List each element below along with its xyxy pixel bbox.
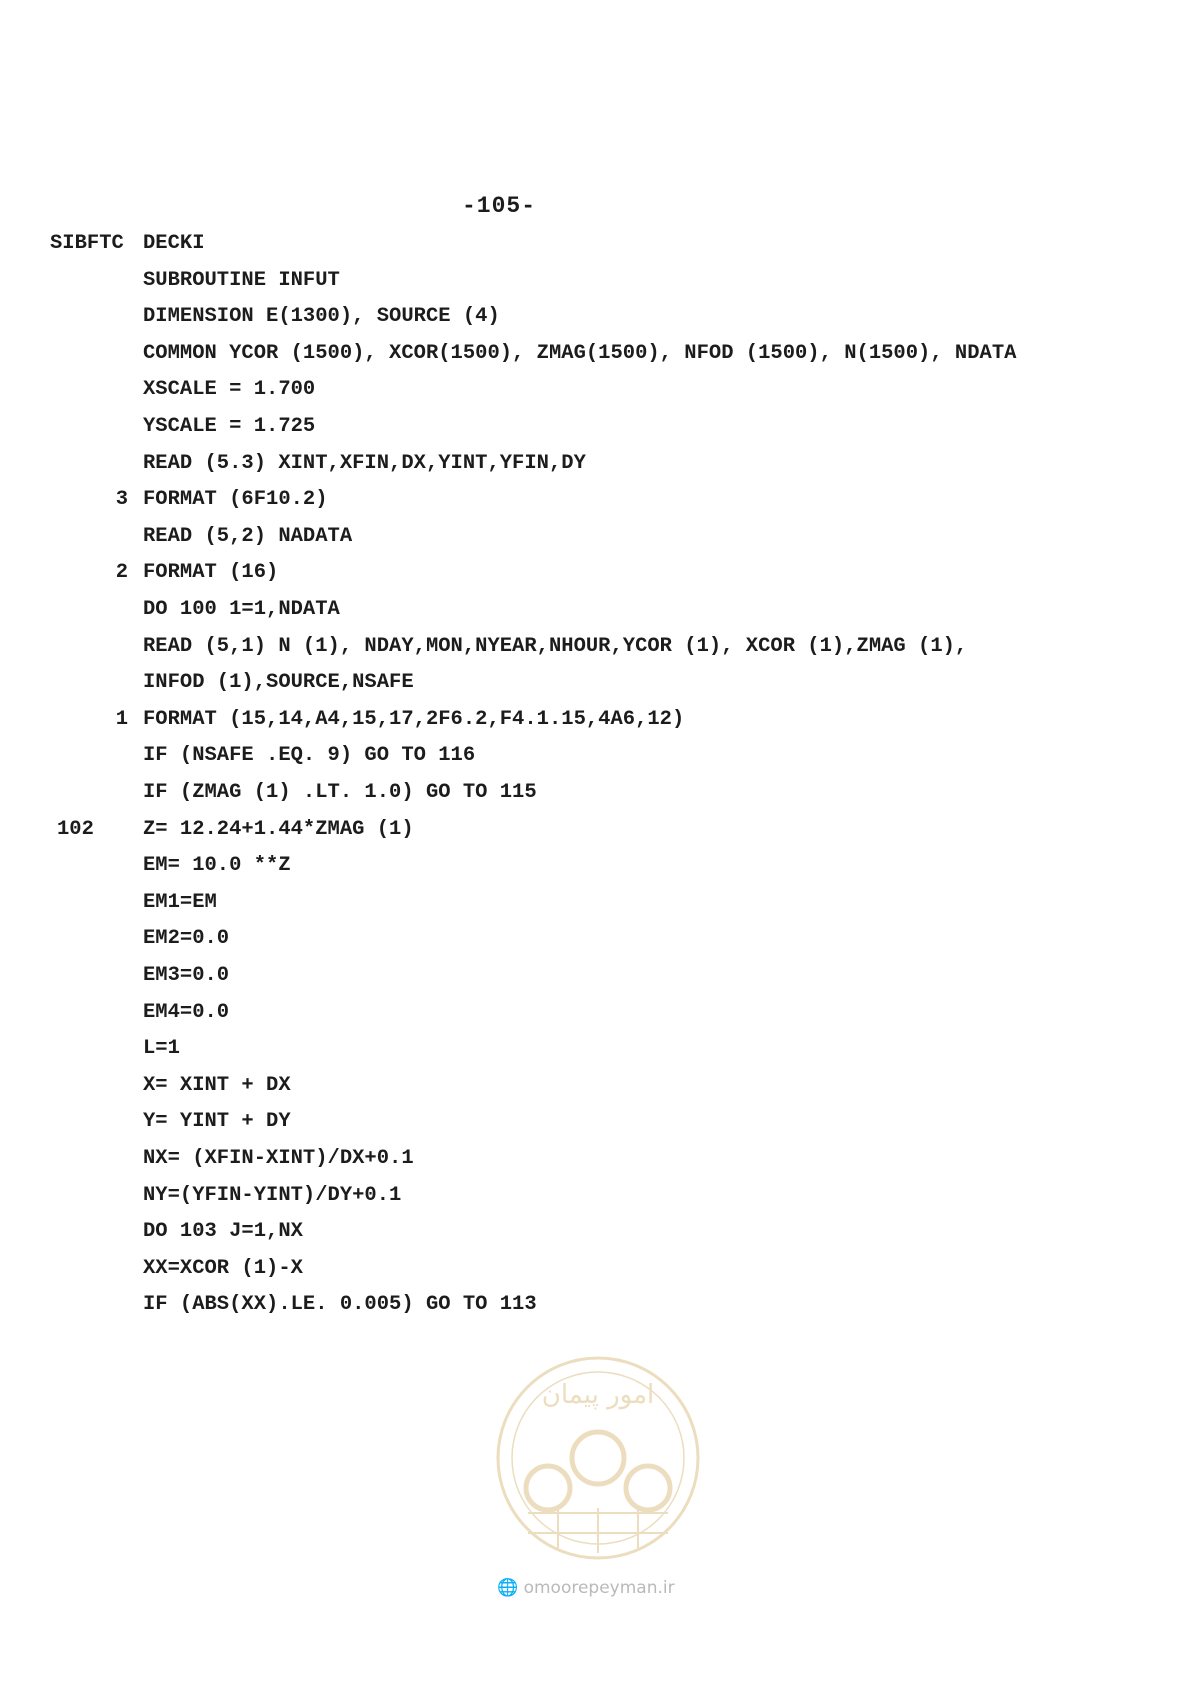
statement-text: L=1 — [143, 1037, 180, 1061]
statement-text: X= XINT + DX — [143, 1073, 291, 1097]
watermark-site-text: omoorepeyman.ir — [523, 1578, 675, 1598]
statement-text: NY=(YFIN-YINT)/DY+0.1 — [143, 1183, 402, 1207]
statement-text: SUBROUTINE INFUT — [143, 268, 340, 292]
code-line — [0, 556, 1150, 590]
statement-text: YSCALE = 1.725 — [143, 415, 316, 438]
code-line — [0, 1032, 1150, 1066]
code-line — [0, 1105, 1150, 1139]
code-line — [0, 1179, 1150, 1213]
code-line — [0, 593, 1150, 627]
code-line — [0, 300, 1150, 334]
statement-text: DECKI — [143, 232, 205, 255]
statement-label: SIBFTC — [50, 232, 124, 255]
statement-text: NX= (XFIN-XINT)/DX+0.1 — [143, 1147, 414, 1170]
statement-label: 3 — [115, 488, 128, 512]
statement-label: 2 — [115, 561, 128, 585]
watermark-logo — [488, 1348, 708, 1568]
statement-text: Z= 12.24+1.44*ZMAG (1) — [143, 817, 414, 841]
statement-text: READ (5,1) N (1), NDAY,MON,NYEAR,NHOUR,YCOR (1), XCOR (1),ZMAG (1), — [143, 634, 968, 658]
code-line — [0, 739, 1150, 773]
statement-text: EM1=EM — [143, 890, 217, 914]
code-line — [0, 1252, 1150, 1286]
code-line — [0, 447, 1150, 481]
statement-text: COMMON YCOR (1500), XCOR(1500), ZMAG(1500), NFOD (1500), N(1500), NDATA — [143, 341, 1017, 365]
statement-text: FORMAT (15,14,A4,15,17,2F6.2,F4.1.15,4A6,12) — [143, 707, 685, 731]
code-line — [0, 630, 1150, 664]
statement-text: IF (NSAFE .EQ. 9) GO TO 116 — [143, 744, 476, 768]
statement-text: FORMAT (6F10.2) — [143, 488, 328, 512]
code-line — [0, 849, 1150, 883]
code-line — [0, 1288, 1150, 1322]
code-line — [0, 959, 1150, 993]
statement-text: INFOD (1),SOURCE,NSAFE — [143, 671, 414, 695]
code-line — [0, 410, 1150, 444]
statement-text: DIMENSION E(1300), SOURCE (4) — [143, 305, 500, 329]
statement-text: EM3=0.0 — [143, 964, 230, 987]
statement-text: XSCALE = 1.700 — [143, 378, 316, 402]
statement-text: EM2=0.0 — [143, 927, 230, 951]
watermark-site — [497, 1578, 675, 1598]
code-line — [0, 922, 1150, 956]
statement-text: Y= YINT + DY — [143, 1110, 291, 1134]
code-line — [0, 776, 1150, 810]
code-line — [0, 1142, 1150, 1176]
code-line — [0, 337, 1150, 371]
code-line — [0, 703, 1150, 737]
globe-icon: 🌐 — [497, 1578, 519, 1598]
statement-text: READ (5.3) XINT,XFIN,DX,YINT,YFIN,DY — [143, 451, 586, 475]
statement-label: 102 — [57, 817, 94, 841]
statement-text: XX=XCOR (1)-X — [143, 1256, 303, 1280]
code-line — [0, 264, 1150, 298]
statement-label: 1 — [115, 707, 128, 731]
code-line — [0, 666, 1150, 700]
code-line — [0, 886, 1150, 920]
statement-text: EM4=0.0 — [143, 1000, 230, 1024]
statement-text: READ (5,2) NADATA — [143, 524, 353, 548]
code-line — [0, 373, 1150, 407]
statement-text: IF (ZMAG (1) .LT. 1.0) GO TO 115 — [143, 781, 537, 804]
code-line — [0, 520, 1150, 554]
code-line — [0, 227, 1150, 261]
statement-text: DO 103 J=1,NX — [143, 1220, 303, 1244]
code-line — [0, 813, 1150, 847]
statement-text: IF (ABS(XX).LE. 0.005) GO TO 113 — [143, 1293, 537, 1317]
code-line — [0, 1215, 1150, 1249]
page-number: -105- — [462, 193, 537, 219]
statement-text: FORMAT (16) — [143, 561, 279, 585]
statement-text: EM= 10.0 **Z — [143, 854, 291, 878]
code-line — [0, 483, 1150, 517]
statement-text: DO 100 1=1,NDATA — [143, 598, 340, 621]
code-line — [0, 1069, 1150, 1103]
watermark-text: امور پیمان — [541, 1380, 655, 1410]
code-line — [0, 996, 1150, 1030]
